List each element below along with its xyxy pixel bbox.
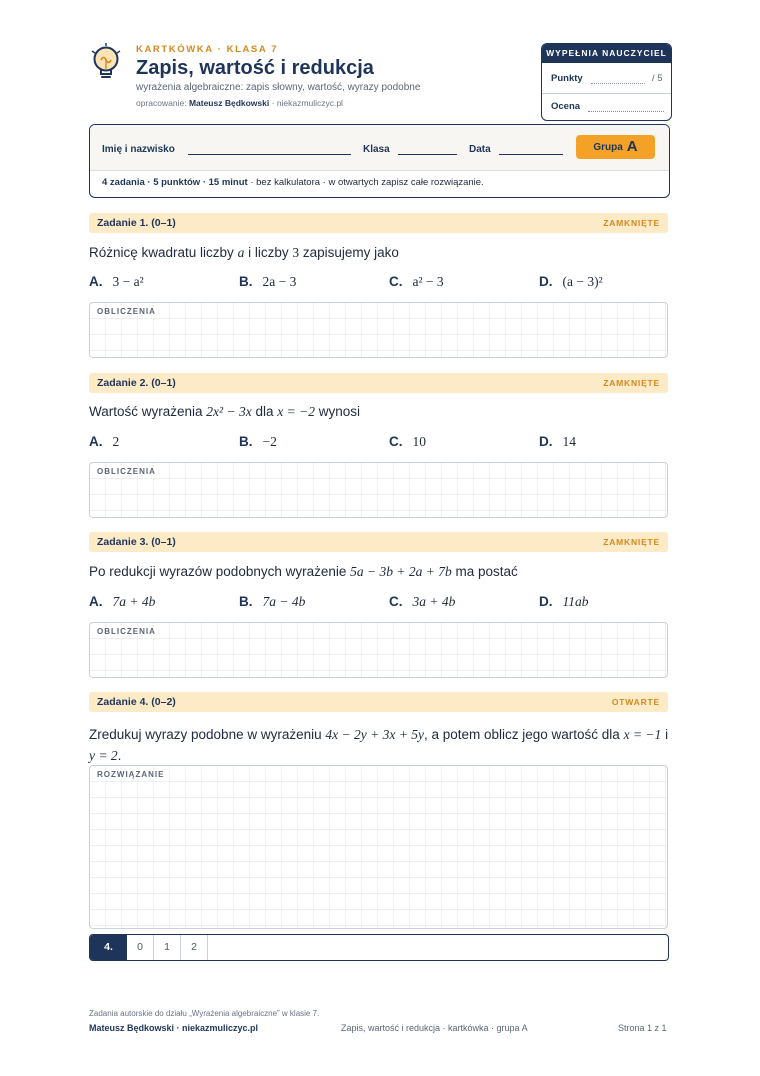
task-2-kind: ZAMKNIĘTE (603, 378, 660, 388)
question-text: dla (255, 404, 274, 419)
option-text: (a − 3)² (562, 274, 603, 289)
task-4-score-row (89, 934, 669, 961)
points-field[interactable] (591, 74, 645, 84)
footer-page-number: Strona 1 z 1 (618, 1023, 667, 1033)
task-2-header (89, 373, 668, 393)
question-text: Po redukcji wyrazów podobnych wyrażenie (89, 564, 347, 579)
task-1-option-a[interactable] (89, 274, 144, 290)
option-text: 10 (412, 434, 426, 449)
task-4-title: Zadanie 4. (0–2) (97, 696, 176, 708)
option-text: 7a − 4b (262, 594, 306, 609)
grade-row (551, 101, 664, 112)
question-text: , a potem oblicz jego wartość dla (423, 727, 620, 742)
option-letter: D. (539, 434, 553, 449)
option-text: 7a + 4b (112, 594, 156, 609)
task-2-option-b[interactable] (239, 434, 277, 450)
option-letter: B. (239, 274, 253, 289)
task-2-question (89, 404, 360, 420)
task-4-kind: OTWARTE (611, 697, 660, 707)
task-1-header (89, 213, 668, 233)
question-text: i (665, 727, 669, 742)
option-letter: C. (389, 434, 403, 449)
points-row (551, 73, 663, 84)
test-summary-rest: · bez kalkulatora · w otwartych zapisz całe rozwiązanie. (250, 177, 484, 188)
page-subtitle: wyrażenia algebraiczne: zapis słowny, wartość, wyrazy podobne (136, 82, 421, 93)
option-text: 11ab (562, 594, 589, 609)
score-cell[interactable]: 0 (127, 935, 154, 960)
score-cell[interactable]: 2 (181, 935, 208, 960)
author-prefix: opracowanie: (136, 98, 187, 108)
task-2-work-area[interactable] (89, 462, 668, 518)
task-3-header (89, 532, 668, 552)
work-area-label: OBLICZENIA (97, 467, 156, 476)
points-label: Punkty (551, 73, 583, 84)
task-1-option-d[interactable] (539, 274, 603, 290)
task-1-work-area[interactable] (89, 302, 668, 358)
task-3-option-c[interactable] (389, 594, 455, 610)
group-value: A (626, 138, 638, 155)
question-text: i liczby (248, 245, 289, 260)
date-field[interactable] (499, 154, 563, 155)
option-text: 3a + 4b (412, 594, 456, 609)
author-site: · niekazmuliczyc.pl (271, 98, 343, 108)
score-cell[interactable]: 1 (154, 935, 181, 960)
score-task-number: 4. (90, 935, 127, 960)
teacher-box-heading: WYPEŁNIA NAUCZYCIEL (542, 44, 671, 63)
question-expression: 5a − 3b + 2a + 7b (350, 564, 452, 579)
worksheet-kicker: KARTKÓWKA · KLASA 7 (136, 44, 279, 55)
question-variable: a (237, 245, 245, 260)
question-condition: x = −1 (623, 727, 662, 742)
task-3-question (89, 564, 518, 580)
class-field[interactable] (398, 154, 457, 155)
task-3-option-b[interactable] (239, 594, 305, 610)
points-max: / 5 (651, 73, 663, 84)
teacher-box (541, 43, 672, 121)
task-3-option-a[interactable] (89, 594, 155, 610)
task-1-title: Zadanie 1. (0–1) (97, 217, 176, 229)
question-expression: 4x − 2y + 3x + 5y (325, 727, 424, 742)
question-text: Różnicę kwadratu liczby (89, 245, 234, 260)
solution-area-label: ROZWIĄZANIE (97, 770, 165, 779)
test-summary-bold: 4 zadania · 5 punktów · 15 minut (102, 177, 248, 188)
task-1-option-b[interactable] (239, 274, 296, 290)
task-2-option-c[interactable] (389, 434, 426, 450)
question-text: Wartość wyrażenia (89, 404, 203, 419)
option-letter: A. (89, 274, 103, 289)
option-text: 14 (562, 434, 576, 449)
question-condition: x = −2 (277, 404, 315, 419)
date-label: Data (469, 144, 491, 155)
option-letter: B. (239, 434, 253, 449)
question-text: zapisujemy jako (302, 245, 399, 260)
task-3-option-d[interactable] (539, 594, 589, 610)
task-3-kind: ZAMKNIĘTE (603, 537, 660, 547)
question-condition: y = 2 (89, 748, 118, 763)
grade-field[interactable] (588, 102, 664, 112)
footer-title: Zapis, wartość i redukcja · kartkówka · grupa A (341, 1023, 528, 1033)
footer-author: Mateusz Będkowski · niekazmuliczyc.pl (89, 1023, 259, 1033)
option-text: a² − 3 (412, 274, 444, 289)
class-label: Klasa (363, 144, 390, 155)
option-letter: C. (389, 594, 403, 609)
question-number: 3 (292, 245, 300, 260)
task-1-question (89, 245, 399, 261)
question-text: . (117, 748, 122, 763)
task-3-title: Zadanie 3. (0–1) (97, 536, 176, 548)
option-letter: D. (539, 274, 553, 289)
student-info-box (89, 124, 670, 198)
task-4-header (89, 692, 668, 712)
task-3-work-area[interactable] (89, 622, 668, 678)
task-4-question (89, 724, 669, 766)
group-label: Grupa (593, 142, 623, 153)
name-label: Imię i nazwisko (102, 144, 175, 155)
option-letter: C. (389, 274, 403, 289)
task-2-option-d[interactable] (539, 434, 576, 450)
task-1-kind: ZAMKNIĘTE (603, 218, 660, 228)
task-1-option-c[interactable] (389, 274, 444, 290)
group-badge (576, 135, 655, 159)
task-4-solution-area[interactable] (89, 765, 668, 929)
author-line (136, 98, 343, 108)
question-text: Zredukuj wyrazy podobne w wyrażeniu (89, 727, 322, 742)
footer-note: Zadania autorskie do działu „Wyrażenia algebraiczne” w klasie 7. (89, 1009, 320, 1018)
student-info-fields (90, 125, 669, 171)
work-area-label: OBLICZENIA (97, 627, 156, 636)
page-title: Zapis, wartość i redukcja (136, 57, 374, 79)
option-text: 2 (112, 434, 120, 449)
option-text: −2 (262, 434, 277, 449)
logo-icon (89, 43, 123, 81)
work-area-label: OBLICZENIA (97, 307, 156, 316)
grade-label: Ocena (551, 101, 581, 112)
option-text: 2a − 3 (262, 274, 297, 289)
option-letter: B. (239, 594, 253, 609)
author-name: Mateusz Będkowski (188, 98, 270, 108)
option-letter: A. (89, 434, 103, 449)
task-2-title: Zadanie 2. (0–1) (97, 377, 176, 389)
option-text: 3 − a² (112, 274, 144, 289)
name-field[interactable] (188, 154, 351, 155)
option-letter: D. (539, 594, 553, 609)
question-text: wynosi (318, 404, 360, 419)
question-expression: 2x² − 3x (206, 404, 252, 419)
test-summary (102, 177, 484, 188)
teacher-box-divider (542, 93, 671, 94)
question-text: ma postać (455, 564, 518, 579)
option-letter: A. (89, 594, 103, 609)
task-2-option-a[interactable] (89, 434, 119, 450)
